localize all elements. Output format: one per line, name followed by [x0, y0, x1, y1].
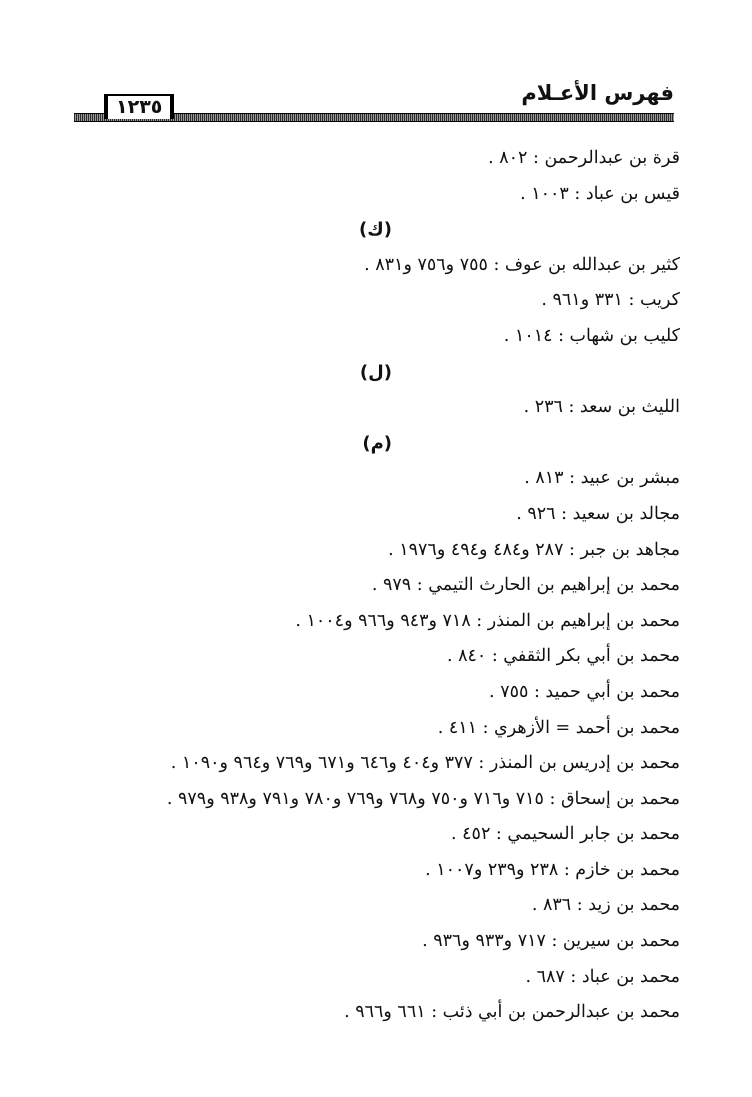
- running-title: فهرس الأعـلام: [521, 81, 674, 105]
- index-entry: محمد بن أحمد = الأزهري : ٤١١ .: [437, 717, 680, 738]
- index-entry: مجالد بن سعيد : ٩٢٦ .: [516, 503, 680, 524]
- section-letter-heading: (ك): [359, 219, 392, 241]
- index-entry: محمد بن جابر السحيمي : ٤٥٢ .: [451, 824, 680, 845]
- index-entry: كثير بن عبدالله بن عوف : ٧٥٥ و٧٥٦ و٨٣١ .: [364, 254, 680, 275]
- index-entry: محمد بن إبراهيم بن المنذر : ٧١٨ و٩٤٣ و٩٦٦ و١٠٠٤ .: [295, 610, 680, 631]
- index-entry: محمد بن أبي بكر الثقفي : ٨٤٠ .: [446, 646, 680, 667]
- page-number: ١٢٣٥: [104, 94, 174, 119]
- index-entry: قرة بن عبدالرحمن : ٨٠٢ .: [488, 148, 680, 168]
- index-entry: مجاهد بن جبر : ٢٨٧ و٤٨٤ و٤٩٤ و١٩٧٦ .: [388, 539, 680, 560]
- page-header: [74, 80, 674, 120]
- index-entry: الليث بن سعد : ٢٣٦ .: [523, 397, 680, 418]
- index-entry: كريب : ٣٣١ و٩٦١ .: [541, 290, 680, 311]
- section-letter-heading: (ل): [359, 361, 392, 383]
- index-entry: محمد بن عباد : ٦٨٧ .: [525, 966, 680, 987]
- index-entry: محمد بن زيد : ٨٣٦ .: [531, 895, 680, 916]
- index-entry: محمد بن إدريس بن المنذر : ٣٧٧ و٤٠٤ و٦٤٦ و٦٧١ و٧٦٩ و٩٦٤ و١٠٩٠ .: [170, 753, 680, 774]
- index-entry: محمد بن أبي حميد : ٧٥٥ .: [489, 681, 680, 702]
- index-entry: مبشر بن عبيد : ٨١٣ .: [524, 468, 680, 489]
- index-entry: كليب بن شهاب : ١٠١٤ .: [503, 325, 680, 346]
- index-entry: محمد بن إسحاق : ٧١٥ و٧١٦ و٧٥٠ و٧٦٨ و٧٦٩ و٧٨٠ و٧٩١ و٩٣٨ و٩٧٩ .: [166, 788, 680, 809]
- index-entry: محمد بن عبدالرحمن بن أبي ذئب : ٦٦١ و٩٦٦ .: [344, 1002, 680, 1023]
- index-entry: محمد بن سيرين : ٧١٧ و٩٣٣ و٩٣٦ .: [422, 931, 680, 952]
- section-letter-heading: (م): [362, 432, 392, 454]
- index-entry: محمد بن خازم : ٢٣٨ و٢٣٩ و١٠٠٧ .: [425, 859, 680, 880]
- index-list: [60, 141, 680, 1031]
- index-entry: محمد بن إبراهيم بن الحارث التيمي : ٩٧٩ .: [371, 575, 680, 596]
- index-entry: قيس بن عباد : ١٠٠٣ .: [520, 183, 680, 204]
